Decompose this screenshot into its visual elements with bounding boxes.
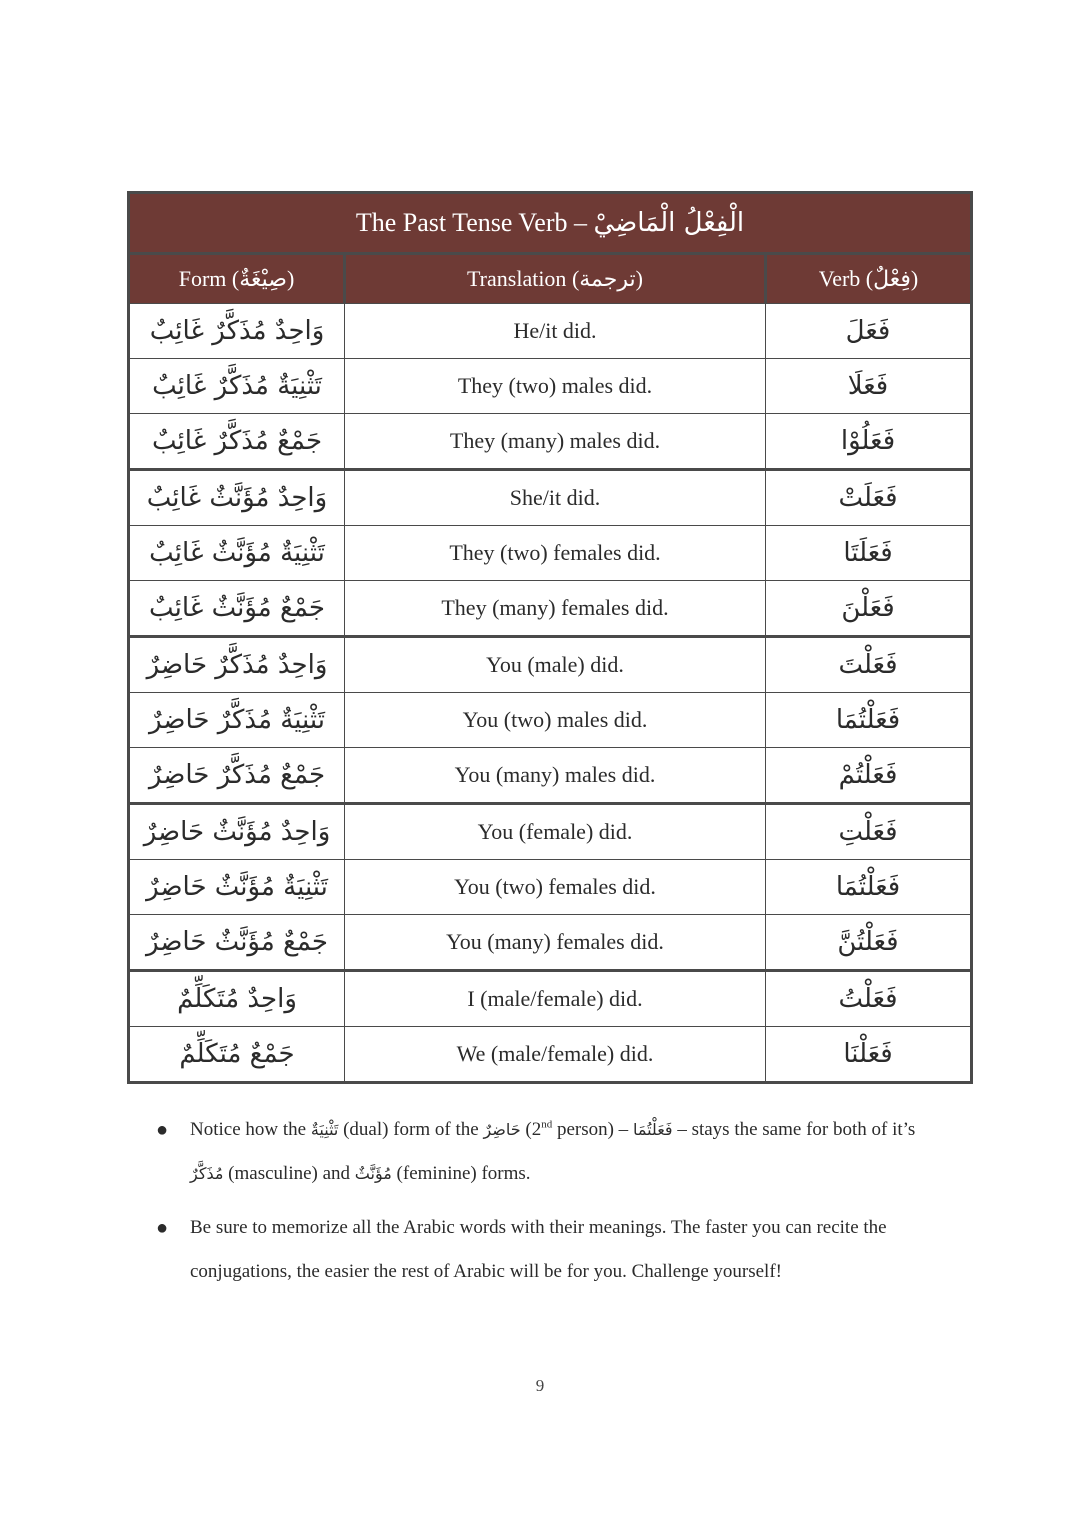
table-row [129,915,972,971]
form-cell: تَثْنِيَةٌ مُذَكَّرٌ حَاضِرٌ [129,693,345,748]
translation-cell: You (two) females did. [345,860,766,915]
translation-cell: She/it did. [345,470,766,526]
verb-cell: فَعَلْتُنَّ [766,915,972,971]
verb-cell: فَعَلْتُمَا [766,860,972,915]
verb-cell: فَعَلَتْ [766,470,972,526]
table-row [129,971,972,1027]
column-header-form-en: Form [178,266,227,291]
translation-cell: They (two) females did. [345,526,766,581]
past-tense-table-container [127,191,970,1084]
table-row [129,526,972,581]
table-row [129,470,972,526]
verb-cell: فَعَلْتَ [766,637,972,693]
table-title [129,193,972,254]
table-row [129,581,972,637]
table-row [129,693,972,748]
translation-cell: You (two) males did. [345,693,766,748]
table-row [129,804,972,860]
verb-cell: فَعَلَ [766,304,972,359]
form-cell: تَثْنِيَةٌ مُؤَنَّثٌ غَائِبٌ [129,526,345,581]
form-cell: وَاحِدٌ مُتَكَلِّمٌ [129,971,345,1027]
translation-cell: You (many) males did. [345,748,766,804]
column-header-verb-ar: فِعْلٌ [873,267,911,292]
table-row [129,1027,972,1083]
note-arabic-mudhakkar: مُذَكَّرٌ [190,1164,224,1183]
verb-cell: فَعَلَتَا [766,526,972,581]
form-cell: جَمْعٌ مُتَكَلِّمٌ [129,1027,345,1083]
column-header-translation: Translation (ترجمة) [345,254,766,304]
verb-cell: فَعَلْتُ [766,971,972,1027]
translation-cell: They (two) males did. [345,359,766,414]
verb-cell: فَعَلْنَا [766,1027,972,1083]
verb-cell: فَعَلْتُمْ [766,748,972,804]
column-header-verb-en: Verb [818,266,861,291]
form-cell: جَمْعٌ مُؤَنَّثٌ غَائِبٌ [129,581,345,637]
note-arabic-tathniya: تَثْنِيَةٌ [310,1120,339,1139]
form-cell: جَمْعٌ مُذَكَّرٌ حَاضِرٌ [129,748,345,804]
page-number: 9 [535,1376,545,1395]
form-cell: تَثْنِيَةٌ مُذَكَّرٌ غَائِبٌ [129,359,345,414]
column-header-form-ar: صِيْغَةٌ [239,267,287,292]
note-dual-form [150,1108,950,1196]
translation-cell: You (male) did. [345,637,766,693]
form-cell: وَاحِدٌ مُذَكَّرٌ غَائِبٌ [129,304,345,359]
ordinal-superscript: nd [541,1118,553,1131]
table-row [129,414,972,470]
verb-cell: فَعَلَا [766,359,972,414]
form-cell: وَاحِدٌ مُذَكَّرٌ حَاضِرٌ [129,637,345,693]
form-cell: وَاحِدٌ مُؤَنَّثٌ غَائِبٌ [129,470,345,526]
table-title-arabic: الْفِعْلُ الْمَاضِيْ [593,208,745,238]
note-text: Be sure to memorize all the Arabic words with their meanings. The faster you can recite the conjugations, the easier the rest of Arabic will be for you. Challenge yourself! [190,1217,887,1282]
note-text: (masculine) and [223,1163,355,1184]
table-row [129,304,972,359]
column-header-form: Form (صِيْغَةٌ) [129,254,345,304]
verb-cell: فَعَلْتُمَا [766,693,972,748]
note-text: person) – [552,1119,633,1140]
table-title-english: The Past Tense Verb – [355,208,594,237]
translation-cell: I (male/female) did. [345,971,766,1027]
translation-cell: They (many) females did. [345,581,766,637]
column-header-translation-en: Translation [467,266,567,291]
table-title-row [129,193,972,254]
note-text: (2 [520,1119,542,1140]
form-cell: جَمْعٌ مُؤَنَّثٌ حَاضِرٌ [129,915,345,971]
table-row [129,637,972,693]
column-header-translation-ar: ترجمة [579,267,636,292]
table-row [129,748,972,804]
bullet-icon: ● [156,1119,169,1141]
translation-cell: You (female) did. [345,804,766,860]
past-tense-table [127,191,973,1084]
verb-cell: فَعَلْتِ [766,804,972,860]
verb-cell: فَعَلْنَ [766,581,972,637]
note-text: (dual) form of the [338,1119,484,1140]
translation-cell: You (many) females did. [345,915,766,971]
verb-cell: فَعَلُوْا [766,414,972,470]
table-row [129,860,972,915]
note-arabic-hadir: حَاضِرٌ [483,1120,521,1139]
note-arabic-muannath: مُؤَنَّثٌ [354,1164,392,1183]
translation-cell: We (male/female) did. [345,1027,766,1083]
table-row [129,359,972,414]
form-cell: تَثْنِيَةٌ مُؤَنَّثٌ حَاضِرٌ [129,860,345,915]
column-header-row [129,254,972,304]
form-cell: وَاحِدٌ مُؤَنَّثٌ حَاضِرٌ [129,804,345,860]
notes-list [150,1108,950,1304]
note-memorize [150,1206,950,1294]
column-header-verb: Verb (فِعْلٌ) [766,254,972,304]
note-text: Notice how the [190,1119,311,1140]
note-arabic-verb: فَعَلْتُمَا [632,1120,673,1139]
form-cell: جَمْعٌ مُذَكَّرٌ غَائِبٌ [129,414,345,470]
note-text: – stays the same for both of it’s [672,1119,916,1140]
bullet-icon: ● [156,1217,169,1239]
translation-cell: He/it did. [345,304,766,359]
note-text: (feminine) forms. [391,1163,531,1184]
translation-cell: They (many) males did. [345,414,766,470]
